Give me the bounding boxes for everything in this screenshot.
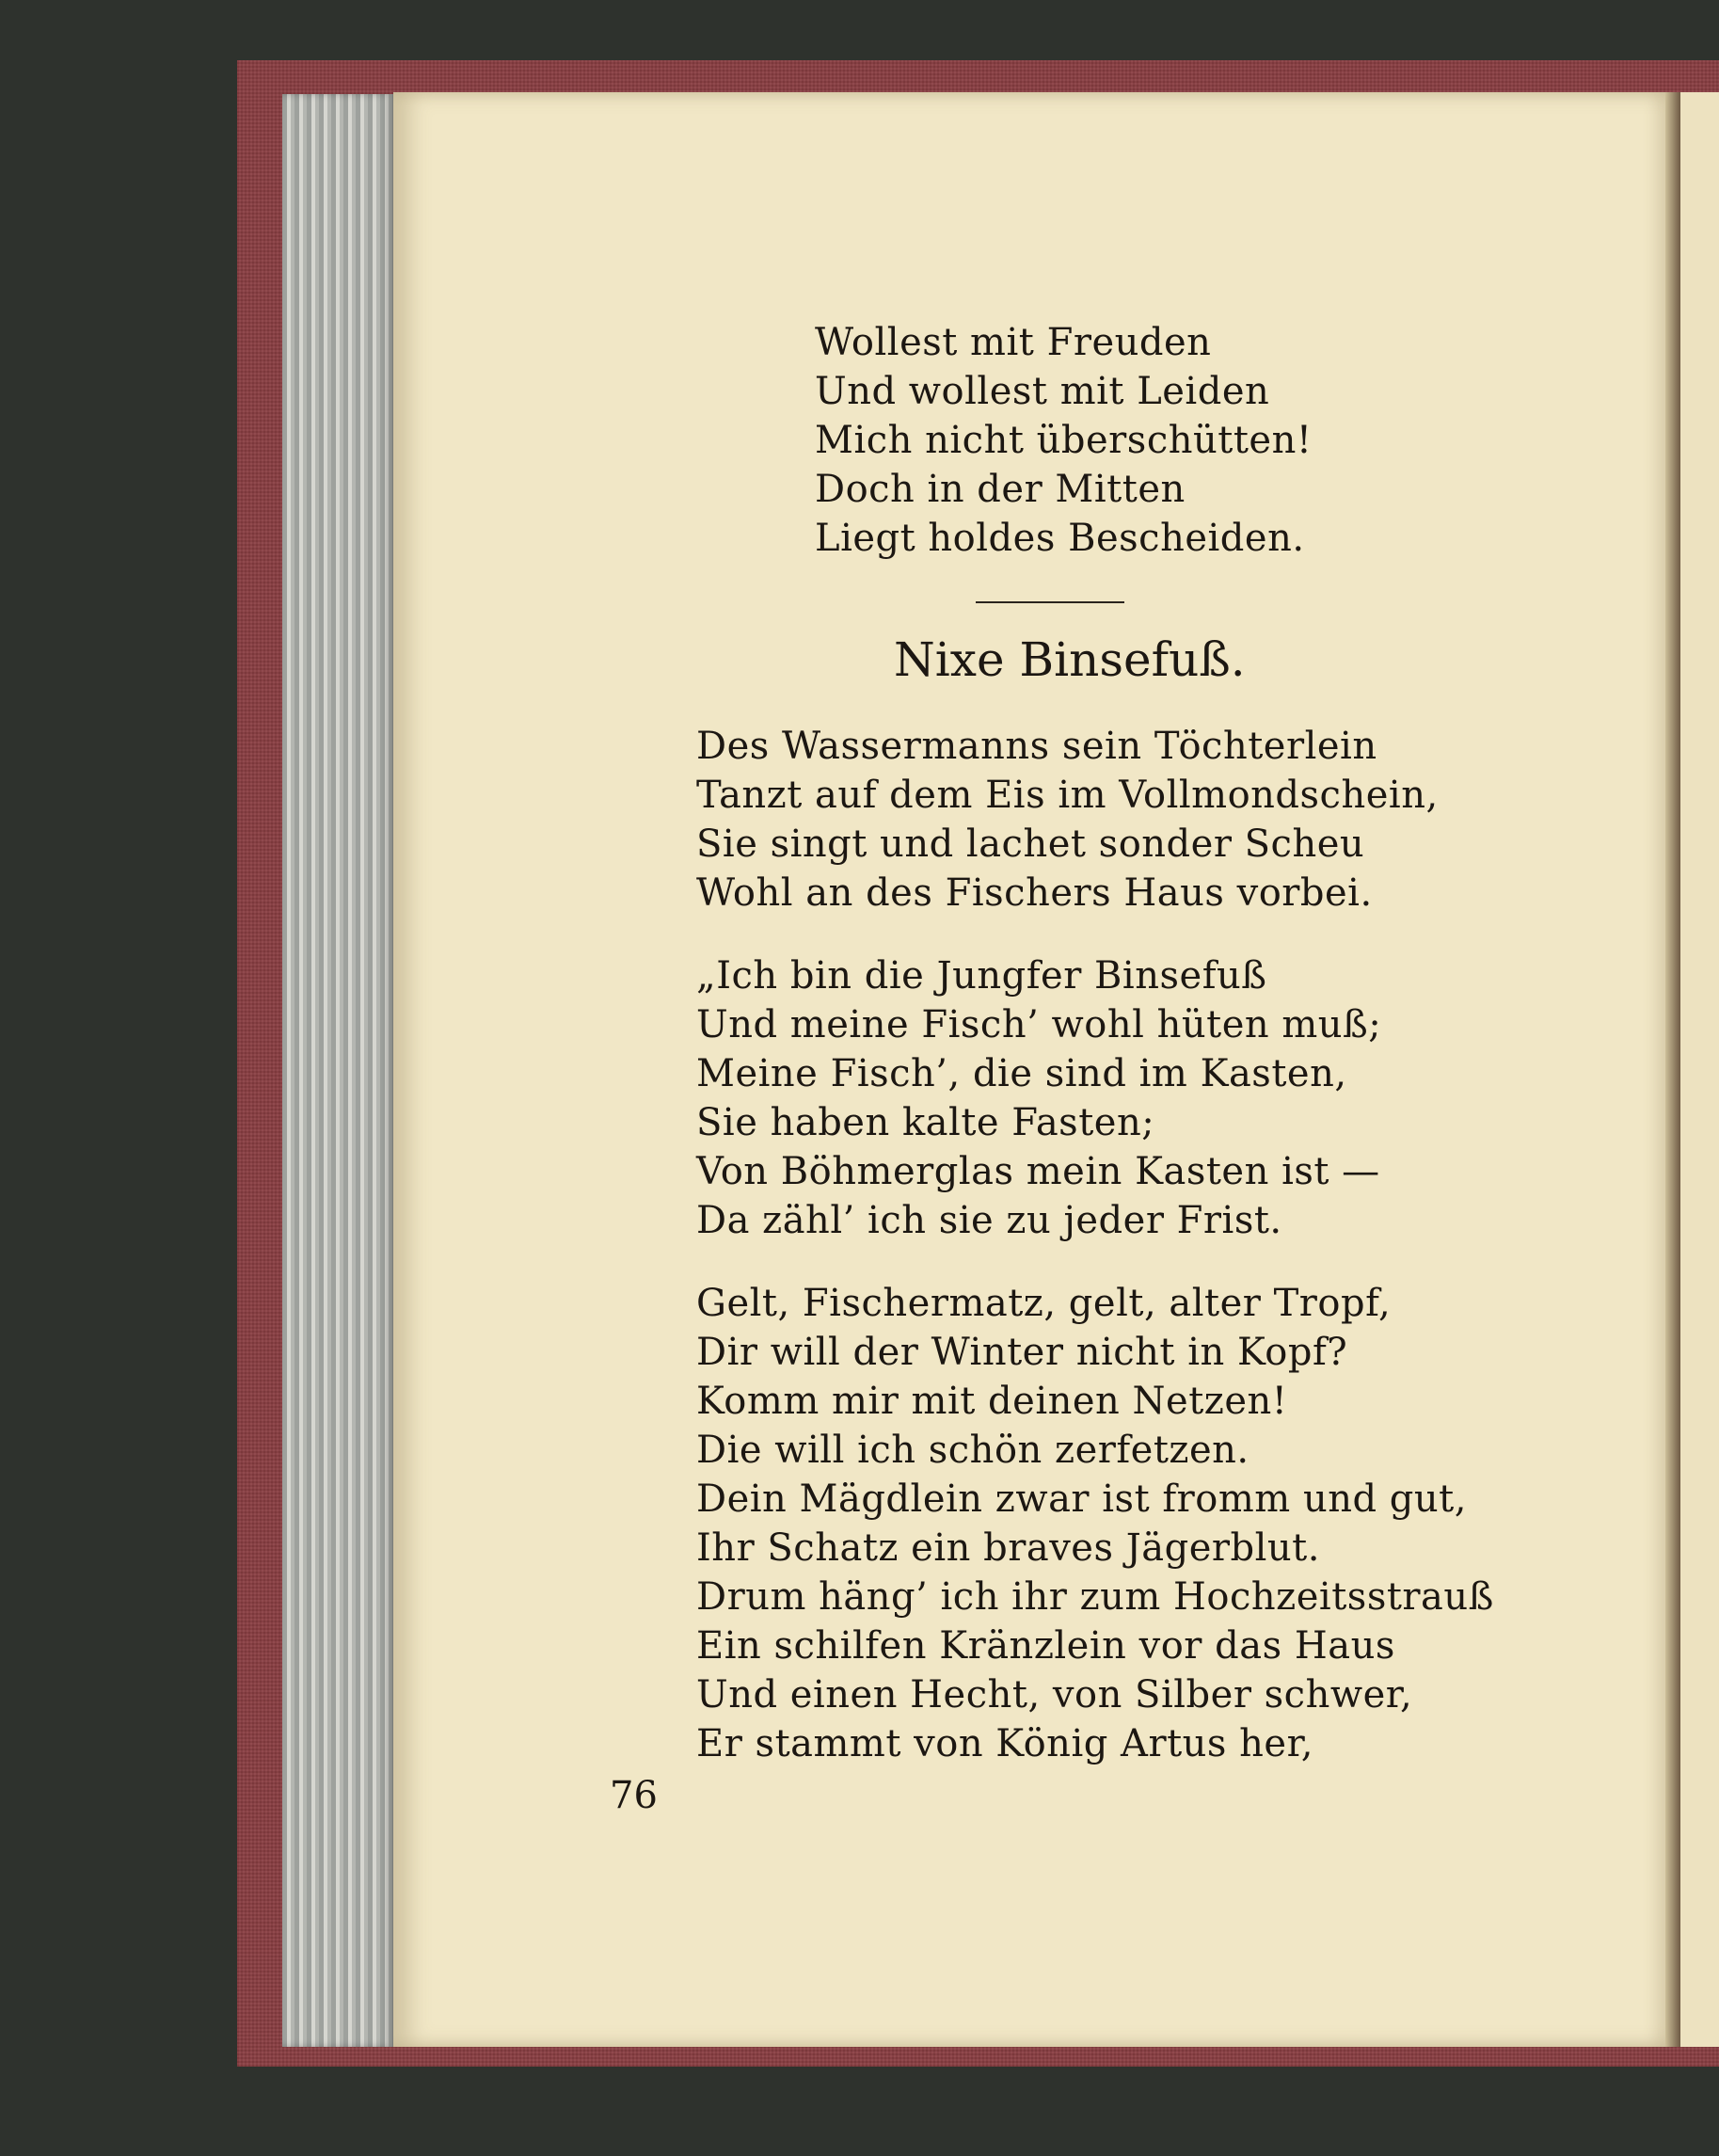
poem-line: Tanzt auf dem Eis im Vollmondschein, xyxy=(696,774,1439,817)
poem-line: Die will ich schön zerfetzen. xyxy=(696,1429,1249,1472)
book-gutter xyxy=(1665,92,1680,2047)
poem-line: Von Böhmerglas mein Kasten ist — xyxy=(696,1150,1380,1193)
poem-line: Wollest mit Freuden xyxy=(815,321,1212,364)
section-divider xyxy=(976,601,1124,603)
poem-line: Und wollest mit Leiden xyxy=(815,370,1270,413)
poem-line: Dein Mägdlein zwar ist fromm und gut, xyxy=(696,1477,1467,1521)
stanza-2 xyxy=(696,951,1381,1245)
poem-line: Drum häng’ ich ihr zum Hochzeitsstrauß xyxy=(696,1575,1494,1619)
poem-line: Wohl an des Fischers Haus vorbei. xyxy=(696,871,1373,915)
poem-line: Doch in der Mitten xyxy=(815,468,1186,511)
poem-line: Sie singt und lachet sonder Scheu xyxy=(696,822,1365,866)
page-edges xyxy=(282,94,393,2047)
poem-line: Er stammt von König Artus her, xyxy=(696,1722,1314,1765)
poem-line: Komm mir mit deinen Netzen! xyxy=(696,1380,1288,1423)
poem-ending xyxy=(815,318,1312,563)
poem-line: Dir will der Winter nicht in Kopf? xyxy=(696,1331,1348,1374)
poem-line: Ihr Schatz ein braves Jägerblut. xyxy=(696,1526,1320,1570)
poem-line: Und meine Fisch’ wohl hüten muß; xyxy=(696,1003,1382,1046)
next-page-edge xyxy=(1680,92,1719,2047)
poem-line: „Ich bin die Jungfer Binsefuß xyxy=(696,954,1267,998)
page-number: 76 xyxy=(610,1774,658,1817)
poem-line: Mich nicht überschütten! xyxy=(815,419,1313,462)
stanza-1 xyxy=(696,722,1439,918)
poem-line: Sie haben kalte Fasten; xyxy=(696,1101,1155,1144)
poem-line: Da zähl’ ich sie zu jeder Frist. xyxy=(696,1199,1282,1242)
poem-line: Des Wassermanns sein Töchterlein xyxy=(696,725,1377,768)
poem-title: Nixe Binsefuß. xyxy=(894,632,1246,687)
poem-line: Meine Fisch’, die sind im Kasten, xyxy=(696,1052,1347,1095)
poem-line: Liegt holdes Bescheiden. xyxy=(815,517,1305,560)
poem-line: Und einen Hecht, von Silber schwer, xyxy=(696,1673,1413,1717)
poem-line: Gelt, Fischermatz, gelt, alter Tropf, xyxy=(696,1282,1392,1325)
poem-line: Ein schilfen Kränzlein vor das Haus xyxy=(696,1624,1395,1668)
stanza-3 xyxy=(696,1279,1494,1768)
